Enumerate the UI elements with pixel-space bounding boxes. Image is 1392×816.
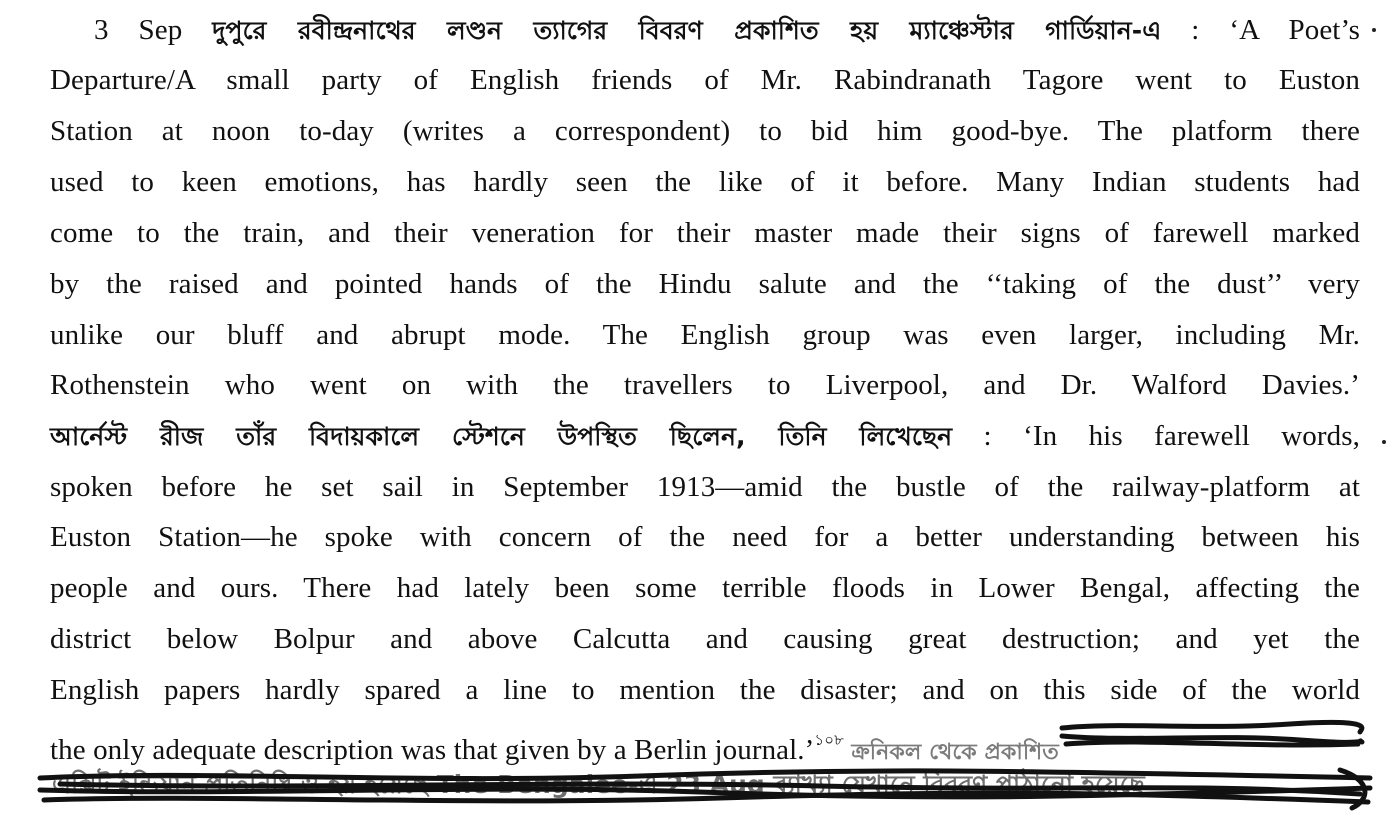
- text-segment: আর্নেস্ট রীজ তাঁর বিদায়কালে স্টেশনে উপস্থিত ছিলেন, তিনি লিখেছেন: [50, 422, 953, 451]
- text-segment: used to keen emotions, has hardly seen the like of it before. Many Indian students had: [50, 166, 1360, 198]
- footnote-marker: ১০৮: [814, 731, 844, 749]
- text-segment: : ‘In his farewell words,: [952, 420, 1360, 452]
- text-segment: come to the train, and their veneration for their master made their signs of farewell marked: [50, 217, 1360, 249]
- margin-speck: [1372, 28, 1376, 32]
- text-segment: Departure/A small party of English friends of Mr. Rabindranath Tagore went to Euston: [50, 64, 1360, 96]
- text-segment: people and ours. There had lately been some terrible floods in Lower Bengal, affecting the: [50, 572, 1360, 604]
- text-segment: by the raised and pointed hands of the Hindu salute and the ‘‘taking of the dust’’ very: [50, 268, 1360, 300]
- struck-text: ক্রনিকল থেকে প্রকাশিত: [851, 740, 1059, 765]
- text-segment: Station at noon to-day (writes a correspondent) to bid him good-bye. The platform there: [50, 115, 1360, 147]
- text-segment: unlike our bluff and abrupt mode. The English group was even larger, including Mr.: [50, 319, 1360, 351]
- text-segment: district below Bolpur and above Calcutta and causing great destruction; and yet the: [50, 623, 1360, 655]
- text-segment: দুপুরে রবীন্দ্রনাথের লণ্ডন ত্যাগের বিবরণ প্রকাশিত হয় ম্যাঞ্চেস্টার গার্ডিয়ান-এ: [212, 16, 1162, 45]
- text-segment: : ‘A Poet’s: [1161, 14, 1360, 46]
- margin-speck: [1382, 440, 1386, 444]
- text-segment: spoken before he set sail in September 1913—amid the bustle of the railway-platform at: [50, 471, 1360, 503]
- text-segment: English papers hardly spared a line to mention the disaster; and on this side of the world: [50, 674, 1360, 706]
- text-segment: 3 Sep: [94, 14, 213, 46]
- text-segment: Rothenstein who went on with the travellers to Liverpool, and Dr. Walford Davies.’: [50, 369, 1360, 401]
- text-segment: Euston Station—he spoke with concern of the need for a better understanding between his: [50, 521, 1360, 553]
- text-segment: the only adequate description was that given by a Berlin journal.’: [50, 734, 815, 766]
- struck-line-text: এক্সিট ইন্ডিয়ান প্রতিনিধি ও হয় হয়েছে The Bengalee-এ 23 Aug ব্যাখ্যা যেখানে বিবরণ পাঠানো হয়েছে: [52, 770, 1145, 799]
